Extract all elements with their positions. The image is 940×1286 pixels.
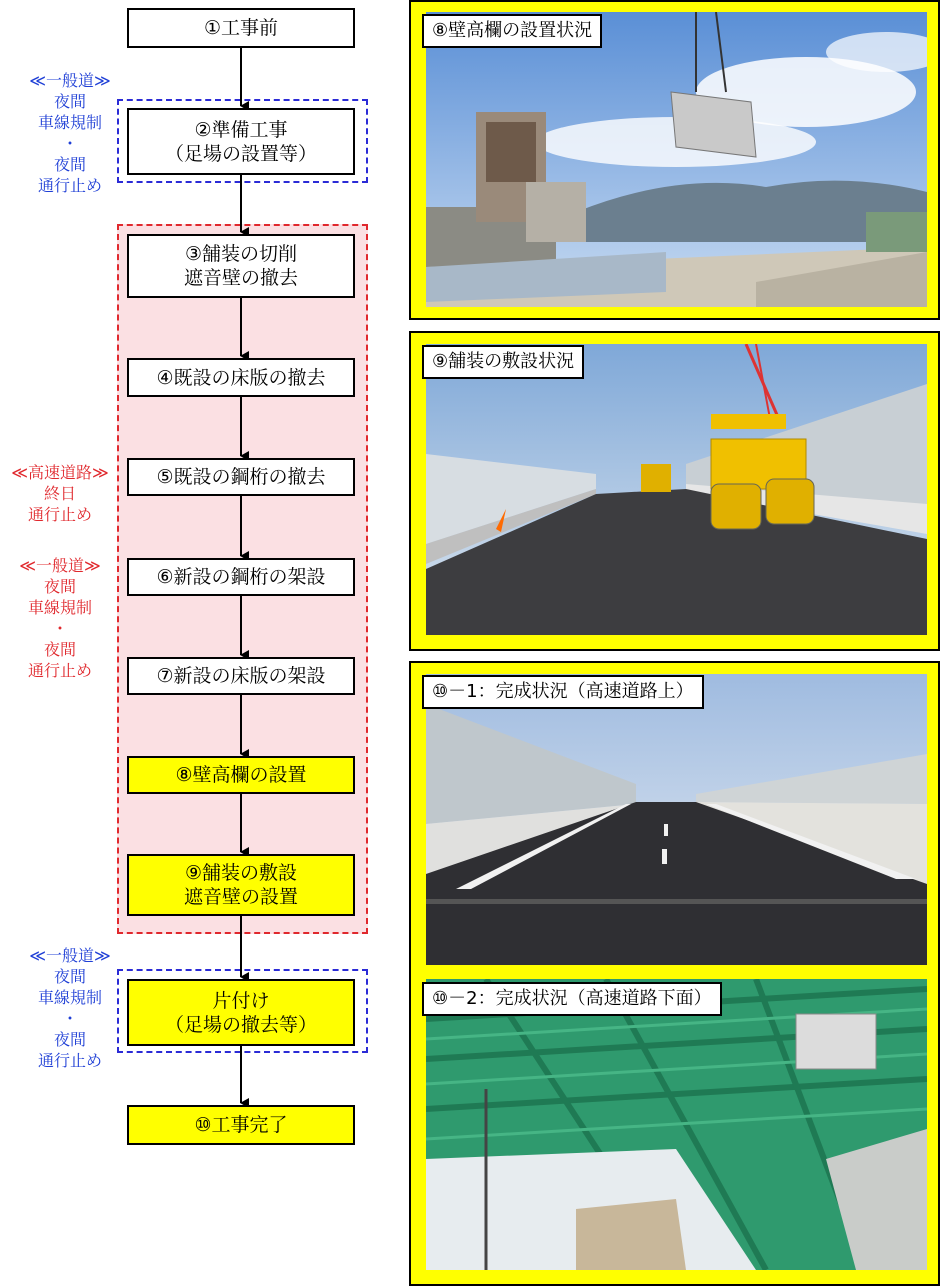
photo-9-caption: ⑨舗装の敷設状況	[422, 345, 584, 379]
cleanup-label-line2: （足場の撤去等）	[164, 1013, 317, 1036]
note-line: 夜間	[53, 1030, 86, 1049]
photo-paving	[426, 344, 927, 635]
note-line: 通行止め	[37, 176, 102, 195]
expressway-note	[0, 462, 120, 525]
note-line: ≪一般道≫	[29, 71, 111, 90]
general-road-note-bottom	[10, 945, 130, 1071]
step-8-box	[127, 756, 355, 794]
step-9-label-line2: 遮音壁の設置	[183, 886, 298, 908]
step-2-label-line2: （足場の設置等）	[164, 142, 317, 165]
note-line: 通行止め	[27, 661, 92, 680]
step-4-box	[127, 358, 355, 397]
photo-10-1-caption: ⑩－1：完成状況（高速道路上）	[422, 675, 704, 709]
step-6-label: ⑥新設の鋼桁の架設	[156, 566, 326, 588]
step-3-label-line2: 遮音壁の撤去	[183, 267, 298, 289]
step-3-label-line1: ③舗装の切削	[184, 243, 298, 265]
note-line: ・	[61, 1009, 78, 1028]
note-line: 夜間	[43, 640, 76, 659]
note-line: 通行止め	[37, 1051, 102, 1070]
note-line: 車線規制	[37, 113, 102, 132]
photo-completed-underside	[426, 979, 927, 1270]
note-line: 通行止め	[27, 505, 92, 524]
step-9-box	[127, 854, 355, 916]
note-line: ・	[61, 134, 78, 153]
step-2-box	[127, 108, 355, 175]
step-9-label-line1: ⑨舗装の敷設	[184, 862, 298, 884]
step-10-label: ⑩工事完了	[194, 1114, 288, 1136]
note-line: 夜間	[53, 967, 86, 986]
cleanup-label-line1: 片付け	[212, 989, 270, 1012]
photo-8-caption: ⑧壁高欄の設置状況	[422, 14, 602, 48]
note-line: ≪一般道≫	[29, 946, 111, 965]
note-line: 終日	[43, 484, 76, 503]
step-5-box	[127, 458, 355, 496]
step-6-box	[127, 558, 355, 596]
step-5-label: ⑤既設の鋼桁の撤去	[156, 466, 326, 488]
note-line: ≪一般道≫	[19, 556, 101, 575]
step-8-label: ⑧壁高欄の設置	[175, 764, 307, 786]
note-line: 夜間	[53, 155, 86, 174]
step-10-box	[127, 1105, 355, 1145]
step-1-label: ①工事前	[203, 17, 279, 39]
note-line: 車線規制	[27, 598, 92, 617]
note-line: ・	[51, 619, 68, 638]
step-3-box	[127, 234, 355, 298]
note-line: 夜間	[43, 577, 76, 596]
step-7-box	[127, 657, 355, 695]
note-line: 車線規制	[37, 988, 102, 1007]
photo-wall-railing-install	[426, 12, 927, 307]
step-4-label: ④既設の床版の撤去	[156, 366, 326, 389]
general-road-note-mid	[0, 555, 120, 681]
photo-completed-expressway	[426, 674, 927, 965]
step-2-label-line1: ②準備工事	[194, 118, 288, 141]
step-7-label: ⑦新設の床版の架設	[156, 665, 326, 687]
step-1-box	[127, 8, 355, 48]
note-line: 夜間	[53, 92, 86, 111]
general-road-note-top	[10, 70, 130, 196]
note-line: ≪高速道路≫	[11, 463, 109, 482]
photo-10-2-caption: ⑩－2：完成状況（高速道路下面）	[422, 982, 722, 1016]
cleanup-box	[127, 979, 355, 1046]
